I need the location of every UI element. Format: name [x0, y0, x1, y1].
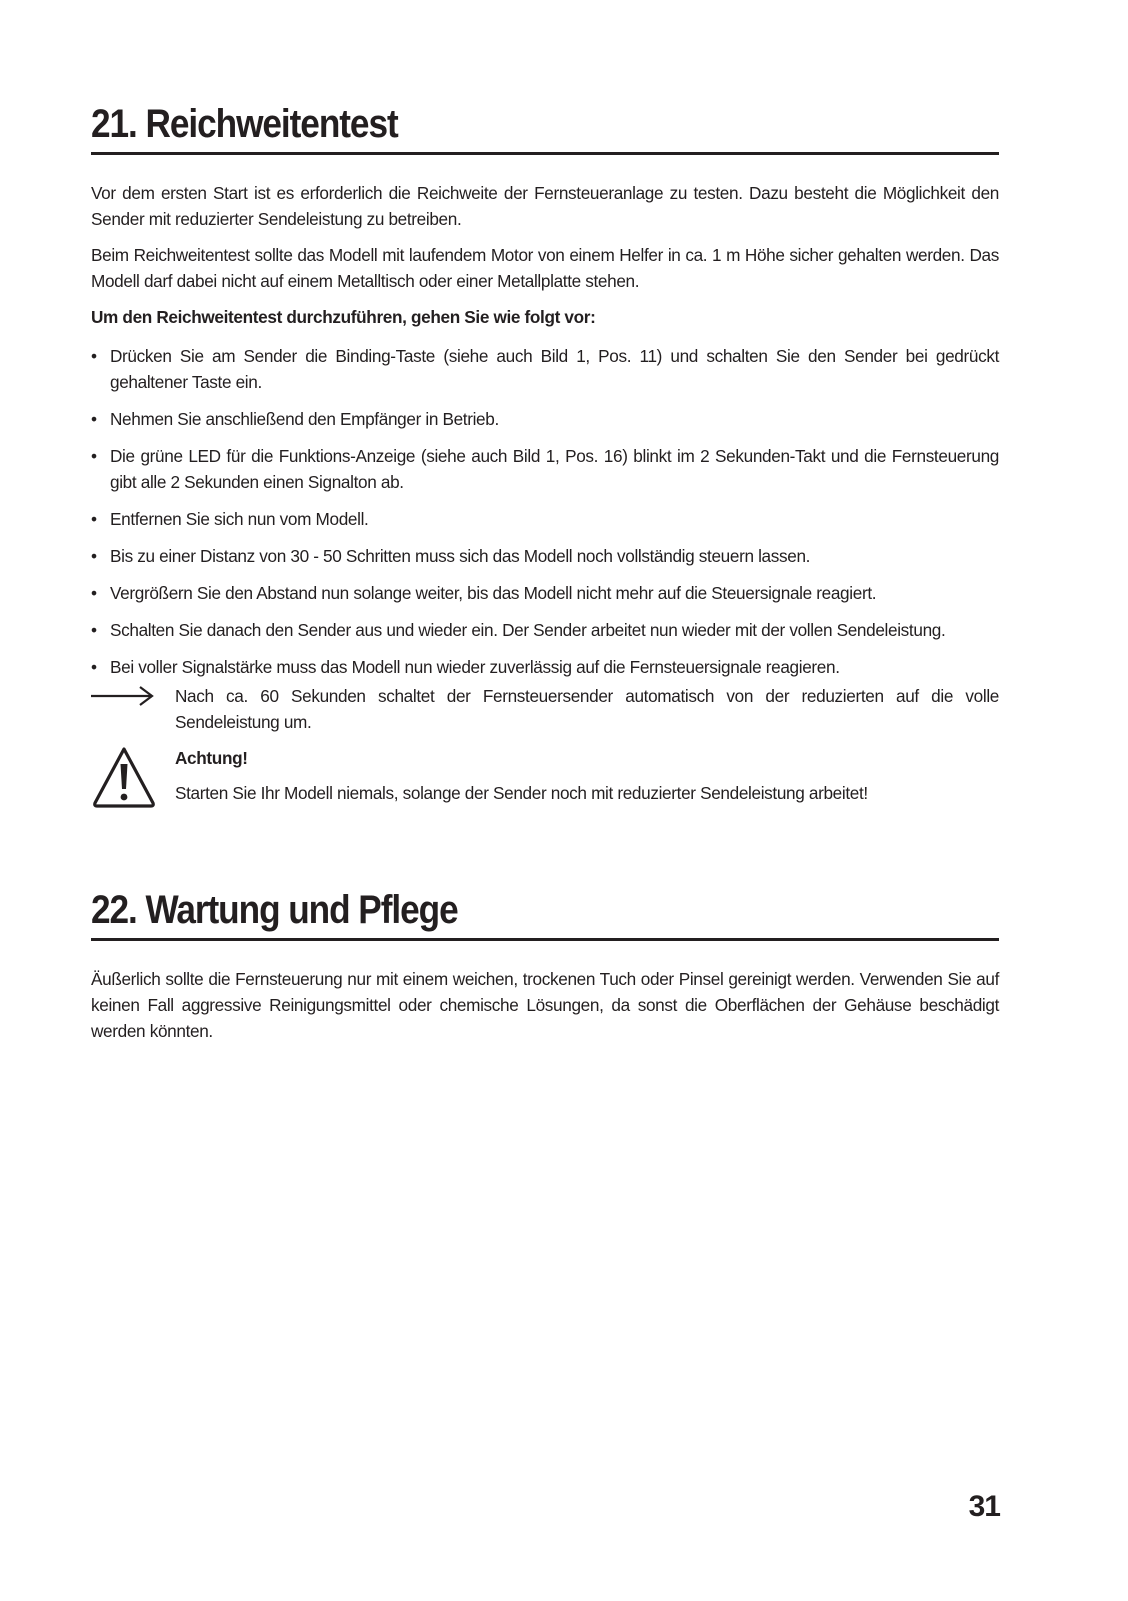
arrow-right-icon: [91, 685, 155, 712]
list-item: • Vergrößern Sie den Abstand nun solange weiter, bis das Modell nicht mehr auf die Steuersignale reagiert.: [91, 580, 999, 606]
bullet-icon: •: [91, 583, 97, 603]
bullet-icon: •: [91, 657, 97, 677]
page-number: 31: [968, 1490, 1000, 1523]
bullet-icon: •: [91, 409, 97, 429]
list-item: • Bis zu einer Distanz von 30 - 50 Schritten muss sich das Modell noch vollständig steuern lassen.: [91, 543, 999, 569]
warning-note: [91, 745, 999, 815]
bullet-icon: •: [91, 546, 97, 566]
section-21-paragraph-1: Vor dem ersten Start ist es erforderlich die Reichweite der Fernsteueranlage zu testen. Dazu besteht die Möglichkeit den Sender mit reduzierter Sendeleistung zu betreiben.: [91, 183, 999, 229]
warning-text: Starten Sie Ihr Modell niemals, solange der Sender noch mit reduzierter Sendeleistung arbeitet!: [175, 783, 868, 803]
info-note-text: Nach ca. 60 Sekunden schaltet der Fernsteuersender automatisch von der reduzierten auf die volle Sendeleistung um.: [175, 686, 999, 732]
list-item: • Entfernen Sie sich nun vom Modell.: [91, 506, 999, 532]
warning-heading: Achtung!: [175, 748, 248, 768]
list-item: • Drücken Sie am Sender die Binding-Taste (siehe auch Bild 1, Pos. 11) und schalten Sie den Sender bei gedrückt gehaltener Taste ein.: [91, 343, 999, 395]
bullet-icon: •: [91, 346, 97, 366]
section-21-paragraph-2: Beim Reichweitentest sollte das Modell mit laufendem Motor von einem Helfer in ca. 1 m Höhe sicher gehalten werden. Das Modell darf dabei nicht auf einem Metalltisch oder einer Metallplatte stehen.: [91, 245, 999, 291]
list-item: • Bei voller Signalstärke muss das Modell nun wieder zuverlässig auf die Fernsteuersignale reagieren.: [91, 654, 999, 680]
section-22-paragraph-1: Äußerlich sollte die Fernsteuerung nur mit einem weichen, trockenen Tuch oder Pinsel gereinigt werden. Verwenden Sie auf keinen Fall aggressive Reinigungsmittel oder chemische Lösungen, da sonst die Oberflächen der Gehäuse beschädigt werden könnten.: [91, 969, 999, 1041]
section-21-steps-list: [91, 343, 999, 691]
list-item: • Schalten Sie danach den Sender aus und wieder ein. Der Sender arbeitet nun wieder mit der vollen Sendeleistung.: [91, 617, 999, 643]
info-note: [91, 683, 999, 739]
section-21-instructions-intro: Um den Reichweitentest durchzuführen, gehen Sie wie folgt vor:: [91, 307, 596, 327]
bullet-icon: •: [91, 620, 97, 640]
section-21-title: 21. Reichweitentest: [91, 102, 999, 155]
bullet-icon: •: [91, 509, 97, 529]
section-22-title: 22. Wartung und Pflege: [91, 888, 999, 941]
list-item: • Nehmen Sie anschließend den Empfänger in Betrieb.: [91, 406, 999, 432]
warning-triangle-icon: [91, 745, 157, 814]
list-item: • Die grüne LED für die Funktions-Anzeige (siehe auch Bild 1, Pos. 16) blinkt im 2 Sekunden-Takt und die Fernsteuerung gibt alle 2 Sekunden einen Signalton ab.: [91, 443, 999, 495]
bullet-icon: •: [91, 446, 97, 466]
